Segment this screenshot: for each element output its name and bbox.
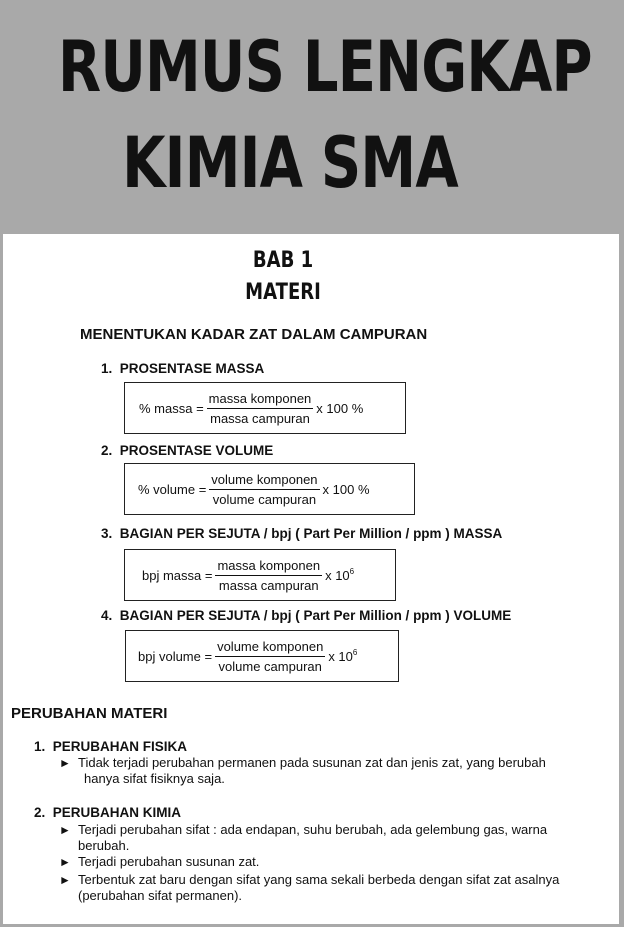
item-title: BAGIAN PER SEJUTA / bpj ( Part Per Million / ppm ) VOLUME — [119, 608, 512, 623]
bullet-arrow-icon: ► — [59, 823, 71, 837]
formula-box-bpj-massa — [124, 549, 396, 601]
bullet-line: Tidak terjadi perubahan permanen pada susunan zat dan jenis zat, yang berubah — [78, 755, 546, 770]
formula-factor: x $10^6$ — [328, 648, 358, 664]
fraction-denominator: volume campuran — [212, 491, 317, 507]
bullet-line: hanya sifat fisiknya saja. — [84, 771, 225, 786]
formula-factor: x 100 % — [316, 400, 364, 416]
item-title: PERUBAHAN KIMIA — [52, 805, 182, 820]
bullet-line: Terjadi perubahan sifat : ada endapan, suhu berubah, ada gelembung gas, warna — [78, 822, 548, 837]
item-number: 2. — [34, 805, 46, 820]
section-heading-kadar-zat: MENENTUKAN KADAR ZAT DALAM CAMPURAN — [80, 326, 428, 343]
bullet-arrow-icon: ► — [59, 873, 71, 887]
chapter-name: MATERI — [245, 280, 321, 305]
formula-lhs: bpj volume = — [138, 648, 213, 664]
formula-box-prosentase-volume — [124, 463, 415, 515]
formula-box-bpj-volume — [125, 630, 399, 682]
fraction — [215, 557, 322, 594]
item-number: 2. — [101, 443, 113, 458]
fraction-numerator: volume komponen — [215, 638, 325, 657]
formula-lhs: bpj massa = — [142, 567, 213, 583]
subsection-2-heading — [34, 805, 181, 820]
bullet-line: (perubahan sifat permanen). — [78, 888, 243, 903]
cover-title-line-2: KIMIA SMA — [122, 122, 458, 204]
bullet-text — [78, 755, 546, 787]
item-number: 3. — [101, 526, 113, 541]
fraction-denominator: massa campuran — [218, 577, 319, 593]
formula-box-prosentase-massa — [124, 382, 406, 434]
bullet-line: Terbentuk zat baru dengan sifat yang sama sekali berbeda dengan sifat zat asalnya — [78, 872, 560, 887]
item-title: PROSENTASE VOLUME — [119, 443, 274, 458]
formula-item-1-heading — [101, 361, 264, 376]
fraction — [215, 638, 325, 675]
item-number: 4. — [101, 608, 113, 623]
bullet-arrow-icon: ► — [59, 855, 71, 869]
item-title: PERUBAHAN FISIKA — [52, 739, 188, 754]
chapter-number: BAB 1 — [252, 248, 314, 273]
fraction-denominator: massa campuran — [210, 410, 310, 426]
fraction-numerator: massa komponen — [207, 390, 314, 409]
formula-lhs: % volume = — [138, 481, 207, 497]
formula-exponent: 6 — [349, 567, 355, 576]
item-title: BAGIAN PER SEJUTA / bpj ( Part Per Million / ppm ) MASSA — [119, 526, 503, 541]
subsection-1-heading — [34, 739, 187, 754]
cover-header — [0, 0, 624, 232]
formula-exponent: 6 — [352, 648, 358, 657]
item-number: 1. — [34, 739, 46, 754]
bullet-arrow-icon: ► — [59, 756, 71, 770]
bullet-text — [78, 854, 259, 870]
fraction-denominator: volume campuran — [218, 658, 322, 674]
formula-item-3-heading — [101, 526, 502, 541]
bullet-text — [78, 872, 559, 904]
formula-factor: x 100 % — [322, 481, 370, 497]
formula-item-2-heading — [101, 443, 273, 458]
fraction — [209, 471, 319, 508]
fraction-numerator: volume komponen — [209, 471, 319, 490]
bullet-line: Terjadi perubahan susunan zat. — [78, 854, 260, 869]
fraction — [207, 390, 314, 427]
formula-lhs: % massa = — [139, 400, 204, 416]
section-heading-perubahan-materi: PERUBAHAN MATERI — [11, 705, 168, 722]
bullet-line: berubah. — [78, 838, 130, 853]
formula-factor: x $10^6$ — [325, 567, 355, 583]
cover-title-line-1: RUMUS LENGKAP — [58, 26, 592, 108]
item-title: PROSENTASE MASSA — [119, 361, 265, 376]
formula-item-4-heading — [101, 608, 511, 623]
item-number: 1. — [101, 361, 113, 376]
fraction-numerator: massa komponen — [215, 557, 322, 576]
document-page — [3, 234, 619, 924]
bullet-text — [78, 822, 547, 854]
